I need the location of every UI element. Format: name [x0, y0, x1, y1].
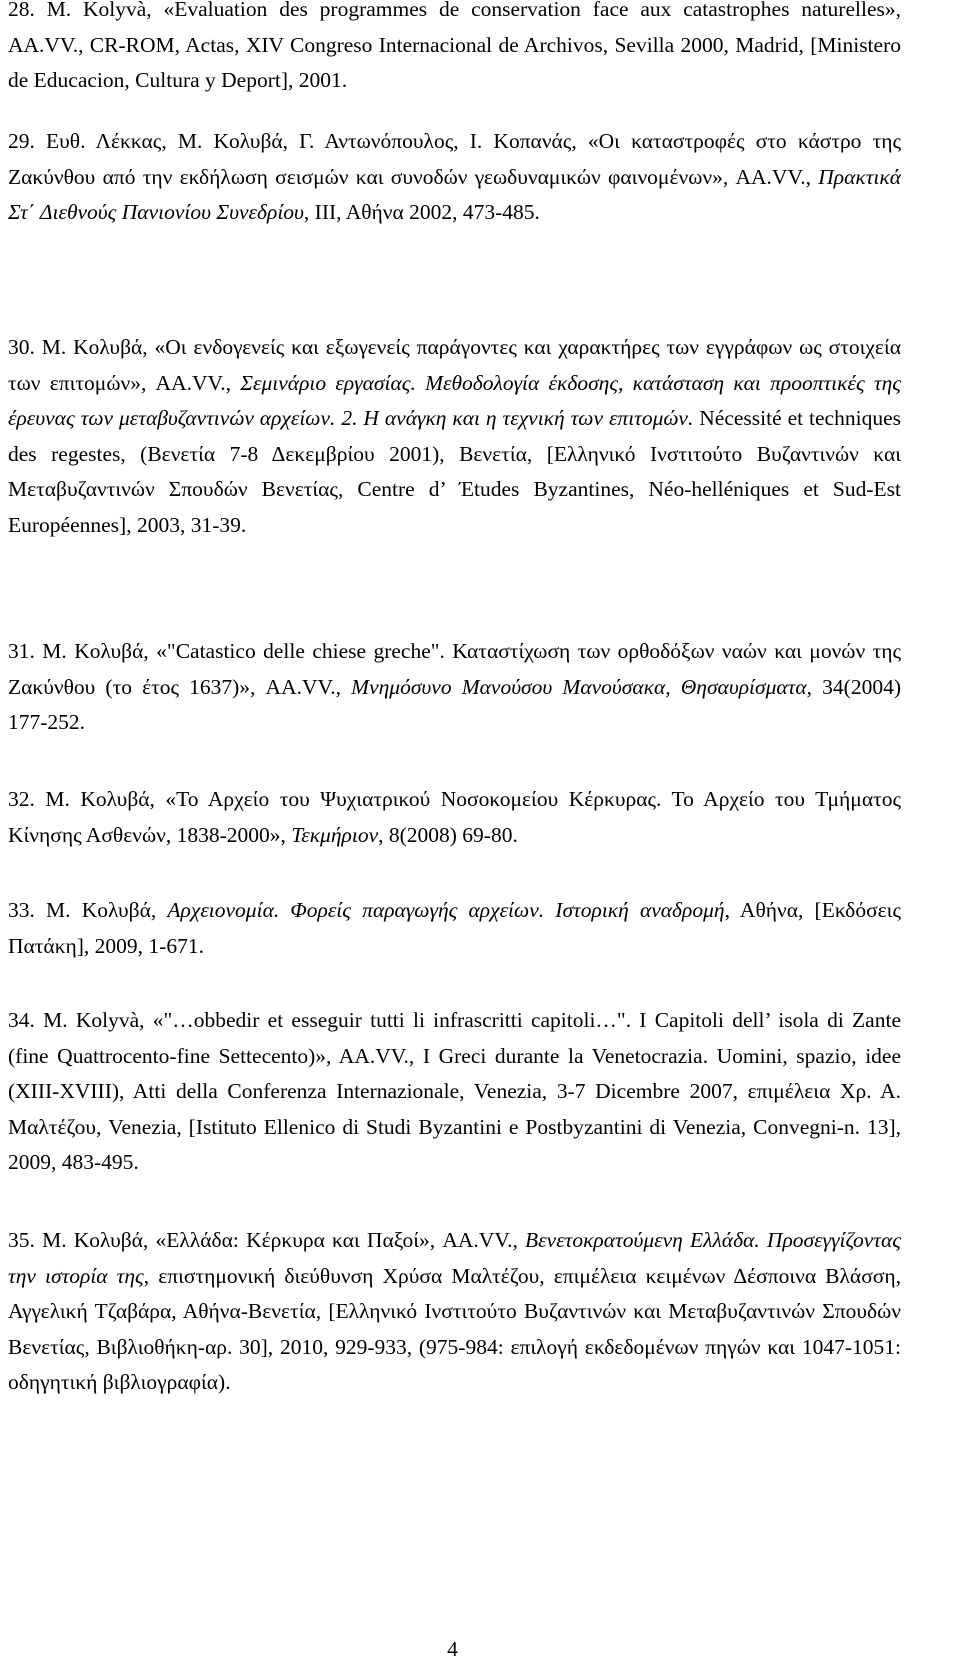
entry-italic-title: Αρχειονομία. Φορείς παραγωγής αρχείων. Ιστορική αναδρομή	[167, 898, 725, 922]
bibliography-entry-35	[8, 1223, 901, 1401]
entry-italic-title: Βενετοκρατούμενη Ελλάδα. Προσεγγίζοντας την ιστορία της	[8, 1228, 901, 1288]
bibliography-entry-31	[8, 634, 901, 741]
entry-text: , 34(2004) 177-252.	[8, 674, 901, 734]
entry-text: 32. Μ. Κολυβά, «Το Αρχείο του Ψυχιατρικού Νοσοκομείου Κέρκυρας. Το Αρχείο του Τμήματος Κίνησης Ασθενών, 1838-2000»,	[8, 787, 901, 847]
entry-text: , Αθήνα, [Εκδόσεις Πατάκη], 2009, 1-671.	[8, 898, 901, 958]
entry-italic-title: Σεμινάριο εργασίας. Μεθοδολογία έκδοσης, κατάσταση και προοπτικές της έρευνας των μεταβυζαντινών αρχείων. 2. Η ανάγκη και η τεχνική των επιτομών.	[8, 370, 901, 430]
entry-text: 35. Μ. Κολυβά, «Ελλάδα: Κέρκυρα και Παξοί», AA.VV.,	[8, 1228, 526, 1252]
bibliography-entry-29	[8, 124, 901, 231]
entry-text: , 8(2008) 69-80.	[378, 822, 518, 847]
entry-text: , επιστημονική διεύθυνση Χρύσα Μαλτέζου, επιμέλεια κειμένων Δέσποινα Βλάσση, Αγγελική Τζαβάρα, Αθήνα-Βενετία, [Ελληνικό Ινστιτούτο Βυζαντινών και Μεταβυζαντινών Σπουδών Βενετίας, Βιβλιοθήκη-αρ. 30], 2010, 929-933, (975-984: επιλογή εκδεδομένων πηγών και 1047-1051: οδηγητική βιβλιογραφία).	[8, 1263, 901, 1394]
entry-text: Nécessité et techniques des regestes, (Βενετία 7-8 Δεκεμβρίου 2001), Βενετία, [Ελληνικό Ινστιτούτο Βυζαντινών και Μεταβυζαντινών Σπουδών Βενετίας, Centre d’ Έtudes Byzantines, Néo-helléniques et Sud-Est Européennes], 2003, 31-39.	[8, 406, 901, 537]
entry-text: 29. Ευθ. Λέκκας, Μ. Κολυβά, Γ. Αντωνόπουλος, Ι. Κοπανάς, «Οι καταστροφές στο κάστρο της Ζακύνθου από την εκδήλωση σεισμών και συνοδών γεωδυναμικών φαινομένων», AA.VV.,	[8, 129, 901, 189]
entry-text: 33. Μ. Κολυβά,	[8, 898, 168, 922]
entry-italic-title: Πρακτικά Στ΄ Διεθνούς Πανιονίου Συνεδρίου	[8, 164, 901, 224]
entry-italic-title: Μνημόσυνο Μανούσου Μανούσακα, Θησαυρίσματα	[351, 674, 807, 699]
bibliography-entry-33	[8, 893, 901, 964]
bibliography-entry-28	[8, 0, 901, 99]
bibliography-entry-30	[8, 330, 901, 543]
bibliography-entry-34	[8, 1003, 901, 1181]
bibliography-entry-32	[8, 782, 901, 853]
entry-italic-title: Τεκμήριον	[291, 822, 379, 847]
entry-text: 30. Μ. Κολυβά, «Οι ενδογενείς και εξωγενείς παράγοντες και χαρακτήρες των εγγράφων ως στοιχεία των επιτομών», AA.VV.,	[8, 335, 901, 395]
entry-text: 34. M. Kolyvà, «"…obbedir et esseguir tutti li infrascritti capitoli…". I Capitoli dell’ isola di Zante (fine Quattrocento-fine Settecento)», AA.VV., I Greci durante la Venetocrazia. Uomini, spazio, idee (XIII-XVIII), Atti della Conferenza Internazionale, Venezia, 3-7 Dicembre 2007, επιμέλεια Χρ. Α. Μαλτέζου, Venezia, [Istituto Ellenico di Studi Byzantini e Postbyzantini di Venezia, Convegni-n. 13], 2009, 483-495.	[8, 1008, 901, 1174]
entry-text: 31. Μ. Κολυβά, «"Catastico delle chiese greche". Καταστίχωση των ορθοδόξων ναών και μονών της Ζακύνθου (το έτος 1637)», AA.VV.,	[8, 639, 901, 699]
page-number: 4	[447, 1637, 458, 1661]
entry-text: 28. M. Kolyvà, «Evaluation des programmes de conservation face aux catastrophes naturelles», AA.VV., CR-ROM, Actas, XIV Congreso Internacional de Archivos, Sevilla 2000, Madrid, [Ministero de Educacion, Cultura y Deport], 2001.	[8, 0, 901, 92]
entry-text: , ΙΙΙ, Αθήνα 2002, 473-485.	[303, 200, 540, 224]
